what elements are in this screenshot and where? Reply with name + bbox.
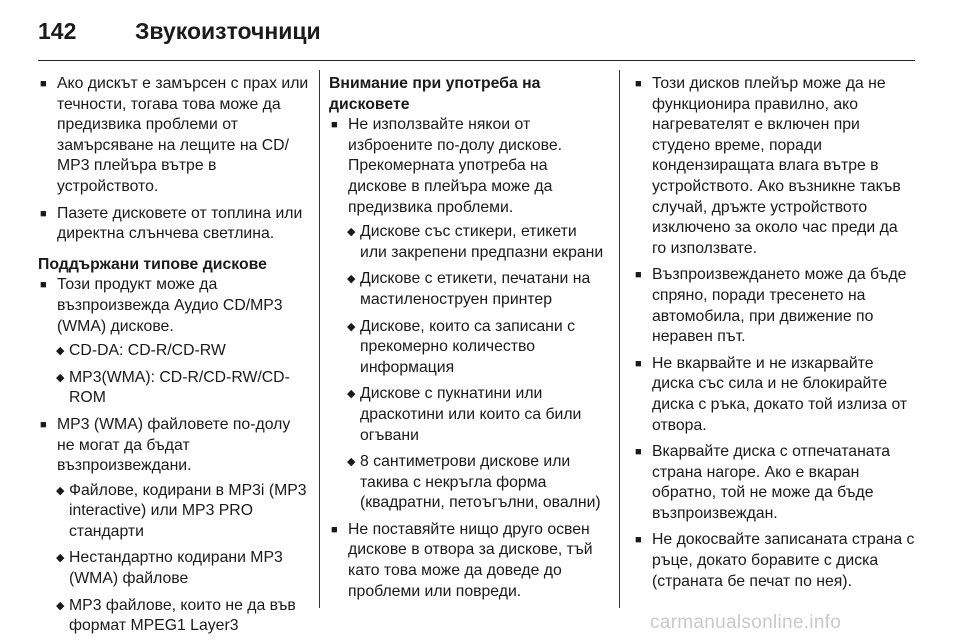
item-text: Вкарвайте диска с отпечатаната страна нагоре. Ако е вкаран обратно, той не може да бъде възпроизвеждан.	[652, 443, 891, 522]
sub-list-item	[347, 222, 607, 263]
page-number: 142	[38, 18, 77, 44]
sub-list-item	[347, 384, 607, 446]
diamond-bullet-icon: ◆	[347, 226, 356, 239]
sub-list-item	[56, 481, 310, 543]
column-divider-right	[619, 70, 620, 608]
diamond-bullet-icon: ◆	[347, 273, 356, 286]
diamond-bullet-icon: ◆	[56, 371, 65, 384]
list-item	[633, 265, 915, 347]
item-text: Този дисков плейър може да не функционира правилно, ако нагревателят е включен при студено време, поради кондензиращата влага вътре в устройството. Ако възникне такъв случай, дръжте устройството изключено за около час преди да го използвате.	[652, 75, 901, 257]
sub-item-text: Нестандартно кодирани MP3 (WMA) файлове	[69, 549, 283, 588]
item-text: Не поставяйте нищо друго освен дискове в отвора за дискове, тъй като това може да доведе до проблеми или повреди.	[348, 520, 593, 600]
column-2	[329, 74, 607, 608]
item-text: Не докосвайте записаната страна с ръце, докато боравите с диска (страната бе печат по нея).	[652, 531, 915, 590]
list-item	[633, 530, 915, 592]
sub-list-item	[56, 596, 310, 637]
sub-item-text: Дискове, които са записани с прекомерно количество информация	[360, 317, 576, 376]
section-heading: Внимание при употреба на дисковете	[329, 75, 541, 113]
section-heading: Поддържани типове дискове	[38, 255, 267, 273]
item-text: Не вкарвайте и не изкарвайте диска със сила и не блокирайте диска с ръка, докато той излиза от отвора.	[652, 354, 908, 434]
diamond-bullet-icon: ◆	[56, 345, 65, 358]
item-text: MP3 (WMA) файловете по-долу не могат да бъдат възпроизвеждани.	[57, 415, 291, 475]
page-title: Звукоизточници	[135, 18, 321, 44]
square-bullet-icon: ■	[331, 523, 338, 536]
column-1	[38, 74, 310, 643]
square-bullet-icon: ■	[40, 418, 47, 431]
diamond-bullet-icon: ◆	[56, 484, 65, 497]
diamond-bullet-icon: ◆	[56, 552, 65, 565]
square-bullet-icon: ■	[635, 446, 642, 459]
square-bullet-icon: ■	[40, 279, 47, 292]
list-item	[38, 275, 310, 337]
watermark: carmanualsonline.info	[650, 612, 842, 633]
sub-item-text: Дискове със стикери, етикети или закрепени предпазни екрани	[360, 223, 604, 261]
sub-list-item	[56, 341, 310, 362]
list-item	[38, 74, 310, 198]
column-3	[633, 74, 915, 598]
page-header	[38, 18, 321, 48]
sub-list-item	[347, 452, 607, 514]
sub-item-text: Дискове с етикети, печатани на мастиленоструен принтер	[360, 270, 591, 308]
diamond-bullet-icon: ◆	[347, 320, 356, 333]
list-item	[633, 74, 915, 259]
column-divider-left	[319, 70, 320, 608]
item-text: Този продукт може да възпроизвежда Аудио CD/MP3 (WMA) дискове.	[57, 276, 283, 335]
sub-item-text: 8 сантиметрови дискове или такива с некръгла форма (квадратни, петоъгълни, овални)	[360, 453, 601, 512]
square-bullet-icon: ■	[40, 207, 47, 220]
list-item	[329, 115, 607, 218]
square-bullet-icon: ■	[635, 78, 642, 90]
item-text: Пазете дисковете от топлина или директна слънчева светлина.	[57, 204, 303, 243]
sub-item-text: Дискове с пукнатини или драскотини или които са били огъвани	[360, 385, 582, 444]
sub-list-item	[347, 317, 607, 379]
sub-item-text: MP3 файлове, които не да във формат MPEG1 Layer3	[69, 596, 296, 635]
item-text: Ако дискът е замърсен с прах или течности, тогава това може да предизвика проблеми от замърсяване на лещите на CD/ MP3 плейъра вътре в устройството.	[57, 75, 309, 195]
diamond-bullet-icon: ◆	[347, 456, 356, 469]
diamond-bullet-icon: ◆	[347, 388, 356, 401]
sub-list-item	[56, 368, 310, 409]
square-bullet-icon: ■	[635, 534, 642, 547]
header-divider	[38, 60, 915, 61]
sub-list-item	[56, 548, 310, 589]
item-text: Възпроизвеждането може да бъде спряно, поради тресенето на автомобила, при движение по неравен път.	[652, 266, 907, 346]
diamond-bullet-icon: ◆	[56, 599, 65, 612]
list-item	[38, 415, 310, 477]
list-item	[329, 520, 607, 602]
list-item	[38, 204, 310, 245]
sub-list-item	[347, 269, 607, 310]
sub-item-text: Файлове, кодирани в MP3i (MP3 interactive) или MP3 PRO стандарти	[69, 481, 307, 540]
square-bullet-icon: ■	[331, 119, 338, 132]
sub-item-text: CD-DA: CD-R/CD-RW	[69, 342, 226, 360]
item-text: Не използвайте някои от изброените по-долу дискове. Прекомерната употреба на дискове в плейъра може да предизвика проблеми.	[348, 116, 563, 216]
list-item	[633, 442, 915, 524]
sub-item-text: MP3(WMA): CD-R/CD-RW/CD-ROM	[69, 368, 290, 407]
square-bullet-icon: ■	[40, 78, 47, 90]
list-item	[633, 354, 915, 436]
square-bullet-icon: ■	[635, 357, 642, 370]
square-bullet-icon: ■	[635, 269, 642, 282]
